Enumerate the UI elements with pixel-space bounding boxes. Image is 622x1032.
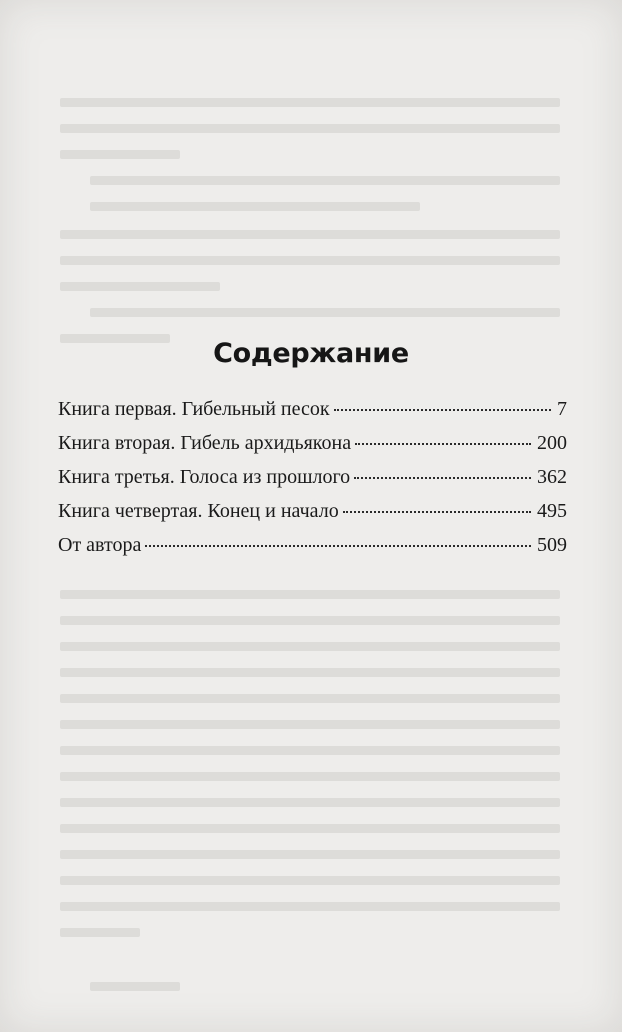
- toc-entry-title: Книга первая. Гибельный песок: [58, 398, 330, 420]
- table-of-contents: [58, 397, 567, 567]
- toc-entry-title: Книга вторая. Гибель архидьякона: [58, 432, 352, 454]
- dot-leader: [343, 511, 531, 513]
- toc-entry-title: Книга третья. Голоса из прошлого: [58, 466, 351, 488]
- toc-entry-page: 495: [537, 500, 567, 522]
- toc-entry-title: От автора: [58, 534, 142, 556]
- dot-leader: [355, 443, 531, 445]
- toc-entry: [58, 431, 567, 465]
- toc-entry-title: Книга четвертая. Конец и начало: [58, 500, 339, 522]
- toc-entry: [58, 533, 567, 567]
- toc-heading: Содержание: [213, 338, 409, 369]
- toc-entry: [58, 465, 567, 499]
- toc-entry: [58, 499, 567, 533]
- toc-entry-page: 362: [537, 466, 567, 488]
- dot-leader: [334, 409, 551, 411]
- toc-entry-page: 200: [537, 432, 567, 454]
- toc-entry-page: 509: [537, 534, 567, 556]
- dot-leader: [145, 545, 531, 547]
- dot-leader: [354, 477, 531, 479]
- toc-entry: [58, 397, 567, 431]
- toc-entry-page: 7: [557, 398, 567, 420]
